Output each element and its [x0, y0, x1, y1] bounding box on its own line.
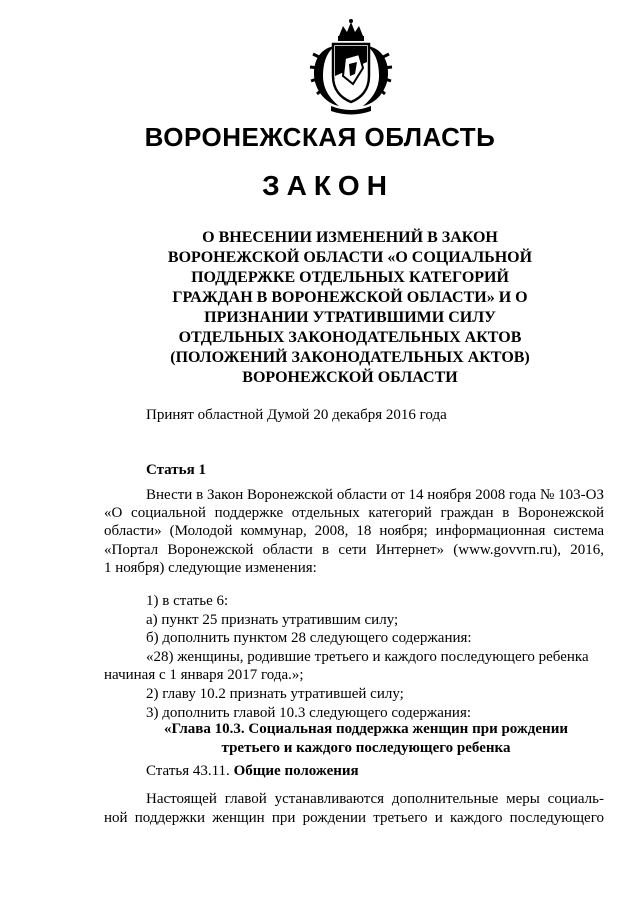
section-number: Статья 43.11. — [146, 763, 230, 779]
section-text-line: Настоящей главой устанавливаются дополнительные меры социаль- — [146, 791, 604, 807]
section-title: Общие положения — [233, 763, 359, 779]
adoption-note: Принят областной Думой 20 декабря 2016 года — [146, 407, 447, 423]
chapter-heading-line: третьего и каждого последующего ребенка — [221, 740, 511, 756]
section-text-line: ной поддержки женщин при рождении третьего и каждого последующего — [104, 810, 604, 826]
law-title-line: ВОРОНЕЖСКОЙ ОБЛАСТИ — [242, 369, 458, 386]
law-title — [120, 228, 580, 388]
intro-line: области» (Молодой коммунар, 2008, 18 ноября; информационная система — [104, 523, 604, 540]
law-title-line: ВОРОНЕЖСКОЙ ОБЛАСТИ «О СОЦИАЛЬНОЙ — [167, 249, 533, 266]
document-type: ЗАКОН — [262, 170, 394, 201]
law-title-line: ОТДЕЛЬНЫХ ЗАКОНОДАТЕЛЬНЫХ АКТОВ — [178, 329, 522, 346]
section-heading — [146, 763, 359, 780]
list-item: а) пункт 25 признать утратившим силу; — [146, 611, 399, 628]
coat-of-arms-icon — [305, 18, 397, 118]
intro-line: Внести в Закон Воронежской области от 14 ноября 2008 года № 103-ОЗ — [146, 487, 604, 503]
intro-line: «Портал Воронежской области в сети Интернет» (www.govvrn.ru), 2016, — [104, 541, 604, 558]
chapter-heading-line: «Глава 10.3. Социальная поддержка женщин при рождении — [164, 721, 568, 737]
law-title-line: ПОДДЕРЖКЕ ОТДЕЛЬНЫХ КАТЕГОРИЙ — [191, 269, 509, 286]
list-item: начиная с 1 января 2017 года.»; — [104, 667, 304, 684]
list-item: 3) дополнить главой 10.3 следующего содержания: — [146, 704, 472, 721]
region-heading: ВОРОНЕЖСКАЯ ОБЛАСТЬ — [144, 122, 496, 152]
law-title-line: ГРАЖДАН В ВОРОНЕЖСКОЙ ОБЛАСТИ» И О — [172, 289, 528, 306]
chapter-heading — [146, 720, 586, 758]
intro-line: 1 ноября) следующие изменения: — [104, 559, 317, 576]
section-text — [104, 790, 604, 828]
amendments-list — [104, 592, 604, 722]
law-title-line: (ПОЛОЖЕНИЙ ЗАКОНОДАТЕЛЬНЫХ АКТОВ) — [170, 349, 530, 366]
list-item: 1) в статье 6: — [146, 593, 229, 609]
list-item: «28) женщины, родившие третьего и каждого последующего ребенка — [146, 648, 589, 665]
list-item: б) дополнить пунктом 28 следующего содержания: — [146, 630, 472, 647]
article-intro — [104, 486, 604, 577]
list-item: 2) главу 10.2 признать утратившей силу; — [146, 685, 404, 702]
article-heading: Статья 1 — [146, 462, 206, 478]
law-title-line: ПРИЗНАНИИ УТРАТИВШИМИ СИЛУ — [204, 309, 496, 326]
law-title-line: О ВНЕСЕНИИ ИЗМЕНЕНИЙ В ЗАКОН — [202, 229, 498, 246]
intro-line: «О социальной поддержке отдельных категорий граждан в Воронежской — [104, 505, 604, 522]
